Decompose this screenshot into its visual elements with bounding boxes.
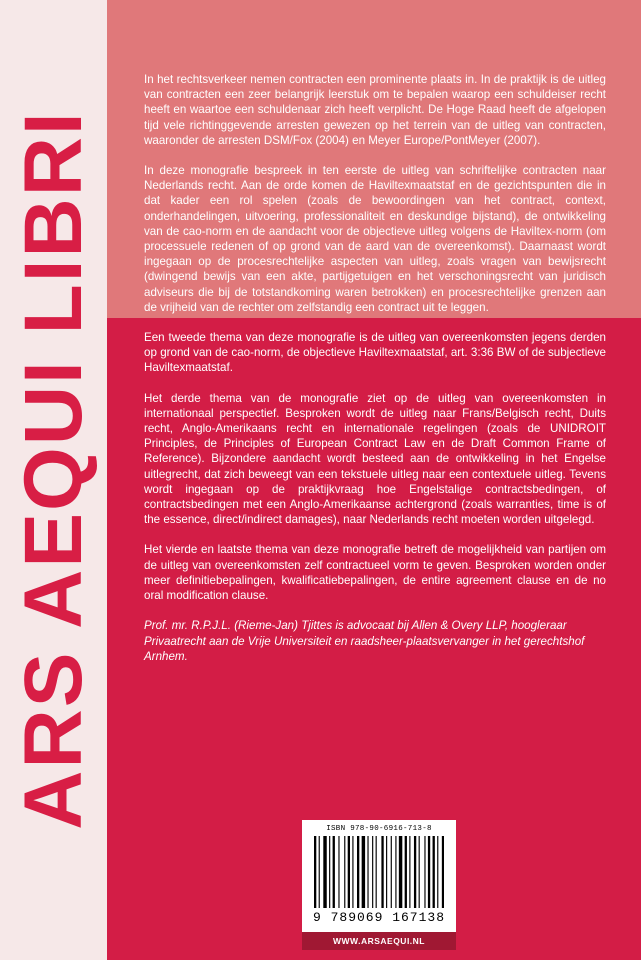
barcode-bar [428,836,430,908]
barcode-bar [314,836,316,908]
paragraph: Een tweede thema van deze monografie is de uitleg van overeenkomsten jegens derden op grond van de cao-norm, de objectieve Haviltexmaatstaf, art. 3:36 BW of de subjectieve Haviltexmaatstaf. [144,331,606,375]
barcode-bar [333,836,335,908]
barcode-digits: 9 789069 167138 [312,910,446,925]
barcode-bar [442,836,444,908]
barcode-bar [405,836,407,908]
barcode-bar [319,836,320,908]
barcode-bar [386,836,387,908]
paragraph: Het vierde en laatste thema van deze monografie betreft de mogelijkheid van partijen om de uitleg van overeenkomsten zelf contractueel vorm te geven. Besproken worden onder meer definitiebepalingen, kwalificatiebepalingen, de entire agreement clause en de no oral modification clause. [144,543,606,603]
website-url: WWW.ARSAEQUI.NL [302,932,456,950]
barcode-bar [399,836,402,908]
barcode-bar [419,836,420,908]
barcode-bar [323,836,326,908]
barcode-bars [314,836,444,908]
barcode-bar [352,836,353,908]
barcode-bar [433,836,435,908]
blurb-text [144,72,606,679]
barcode-bar [414,836,416,908]
isbn-label: ISBN 978-90-6916-713-8 [326,825,432,833]
barcode-bar [338,836,339,908]
barcode-bar [329,836,330,908]
spine-title: ARS AEQUI LIBRI [8,110,99,830]
barcode-bar [344,836,345,908]
barcode-bar [437,836,438,908]
spine-strip [0,0,107,960]
barcode-bar [376,836,377,908]
barcode-bar [357,836,359,908]
barcode-bar [424,836,425,908]
paragraph: Het derde thema van de monografie ziet op de uitleg van overeenkomsten in internationaal perspectief. Besproken wordt de uitleg naar Frans/Belgisch recht, Duits recht, Anglo-Amerikaans recht en internationale regelingen (zoals de UNIDROIT Principles, de Principles of European Contract Law en de Draft Common Frame of Reference). Bijzondere aandacht wordt besteed aan de ontwikkeling in het Engelse uitlegrecht, dat zich beweegt van een tekstuele uitleg naar een contextuele uitleg. Tevens wordt ingegaan op de praktijkvraag hoe Engelstalige contractsbedingen, of contractsbedingen met een Anglo-Amerikaanse achtergrond (zoals warranties, time is of the essence, direct/indirect damages), naar Nederlands recht moeten worden uitgelegd. [144,391,606,527]
barcode [302,820,456,932]
barcode-bar [409,836,410,908]
paragraph: In deze monografie bespreek in ten eerste de uitleg van schriftelijke contracten naar Nederlands recht. Aan de orde komen de Haviltexmaatstaf en de gezichtspunten die in dat kader een rol spelen (zoals de bewoordingen van het contract, context, onderhandelingen, uitvoering, professionaliteit en deskundige bijstand), de ontwikkeling van de cao-norm en de aandacht voor de objectieve uitleg volgens de Haviltex-norm (om processuele redenen of op grond van de aard van de overeenkomst). Daarnaast wordt ingegaan op de procesrechtelijke aspecten van uitleg, zoals vragen van bewijsrecht (dwingend bewijs van een akte, partijgetuigen en het verschoningsrecht van juridisch adviseurs die bij de totstandkoming waren betrokken) en procesrechtelijke grenzen aan de vrijheid van de rechter om zelfstandig een contract uit te leggen. [144,164,606,314]
barcode-bar [372,836,373,908]
barcode-bar [381,836,383,908]
barcode-bar [348,836,350,908]
barcode-bar [367,836,368,908]
author-bio: Prof. mr. R.P.J.L. (Rieme-Jan) Tjittes is advocaat bij Allen & Overy LLP, hoogleraar Privaatrecht aan de Vrije Universiteit en raadsheer-plaatsvervanger in het gerechtshof Arnhem. [144,619,585,663]
barcode-bar [362,836,365,908]
barcode-bar [395,836,396,908]
paragraph: In het rechtsverkeer nemen contracten een prominente plaats in. In de praktijk is de uitleg van contracten een zeer belangrijk leerstuk om te bepalen waarop een schuldeiser recht heeft en waartoe een schuldenaar zich heeft verplicht. De Hoge Raad heeft de afgelopen tijd vele richtinggevende arresten gewezen op het terrein van de uitleg van contracten, waaronder de arresten DSM/Fox (2004) en Meyer Europe/PontMeyer (2007). [144,73,606,147]
barcode-bar [391,836,392,908]
